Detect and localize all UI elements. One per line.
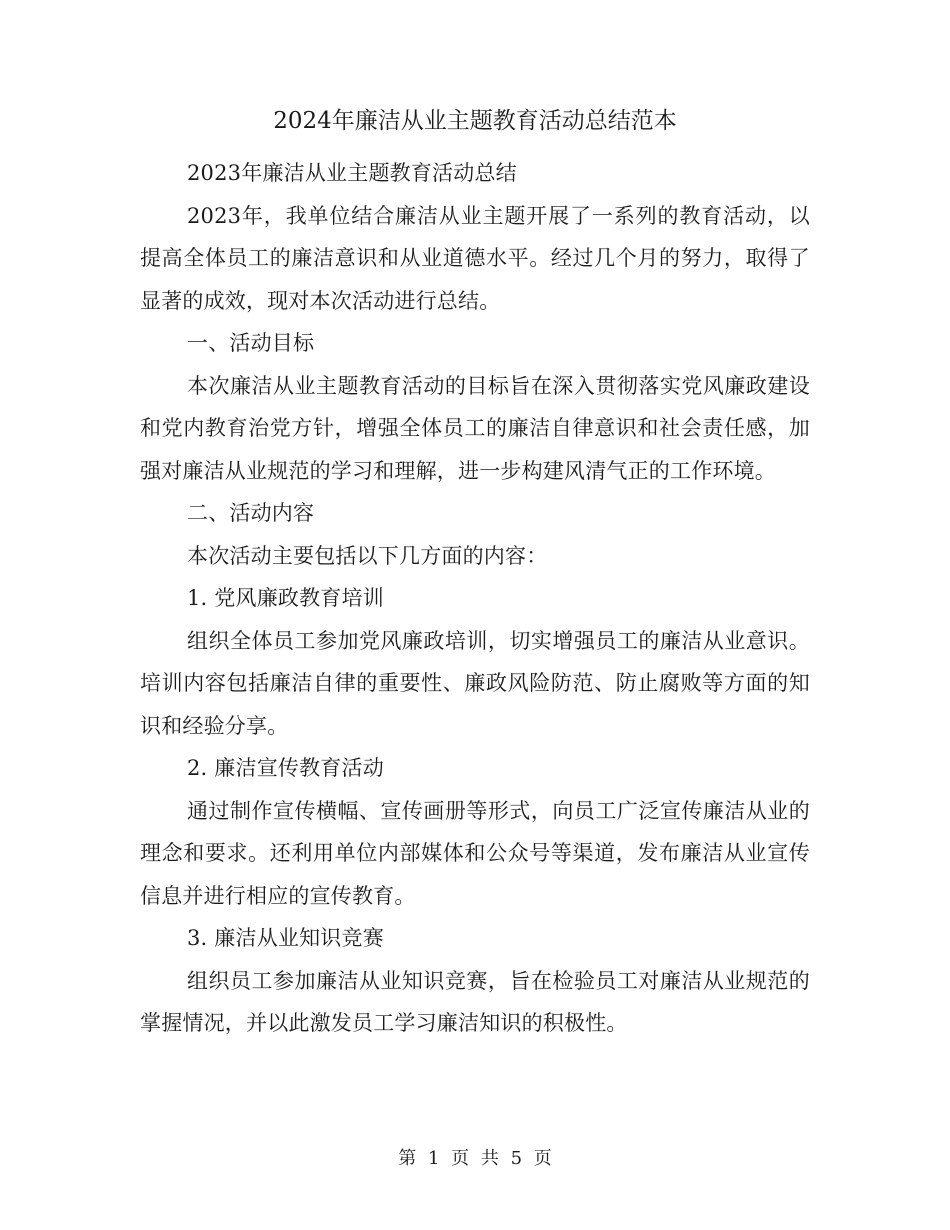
item-heading-publicity: 2. 廉洁宣传教育活动 bbox=[187, 756, 384, 780]
page-footer: 第 1 页 共 5 页 bbox=[398, 1148, 552, 1169]
section-heading-goals: 一、活动目标 bbox=[187, 331, 315, 355]
subtitle-paragraph: 2023年廉洁从业主题教育活动总结 bbox=[187, 161, 517, 185]
intro-paragraph: 2023年，我单位结合廉洁从业主题开展了一系列的教育活动，以提高全体员工的廉洁意识和从业道德水平。经过几个月的努力，取得了显著的成效，现对本次活动进行总结。 bbox=[140, 203, 810, 313]
item-heading-training: 1. 党风廉政教育培训 bbox=[187, 586, 384, 610]
contest-paragraph: 组织员工参加廉洁从业知识竞赛，旨在检验员工对廉洁从业规范的掌握情况，并以此激发员工学习廉洁知识的积极性。 bbox=[140, 968, 810, 1035]
document-title: 2024年廉洁从业主题教育活动总结范本 bbox=[273, 108, 677, 134]
publicity-paragraph: 通过制作宣传横幅、宣传画册等形式，向员工广泛宣传廉洁从业的理念和要求。还利用单位内部媒体和公众号等渠道，发布廉洁从业宣传信息并进行相应的宣传教育。 bbox=[140, 798, 810, 908]
content-intro-paragraph: 本次活动主要包括以下几方面的内容： bbox=[187, 543, 548, 568]
item-heading-contest: 3. 廉洁从业知识竞赛 bbox=[187, 926, 384, 950]
goals-paragraph: 本次廉洁从业主题教育活动的目标旨在深入贯彻落实党风廉政建设和党内教育治党方针，增强全体员工的廉洁自律意识和社会责任感，加强对廉洁从业规范的学习和理解，进一步构建风清气正的工作环境。 bbox=[140, 373, 810, 483]
document-body bbox=[140, 152, 810, 1045]
training-paragraph: 组织全体员工参加党风廉政培训，切实增强员工的廉洁从业意识。培训内容包括廉洁自律的重要性、廉政风险防范、防止腐败等方面的知识和经验分享。 bbox=[140, 628, 810, 738]
section-heading-content: 二、活动内容 bbox=[187, 501, 315, 525]
